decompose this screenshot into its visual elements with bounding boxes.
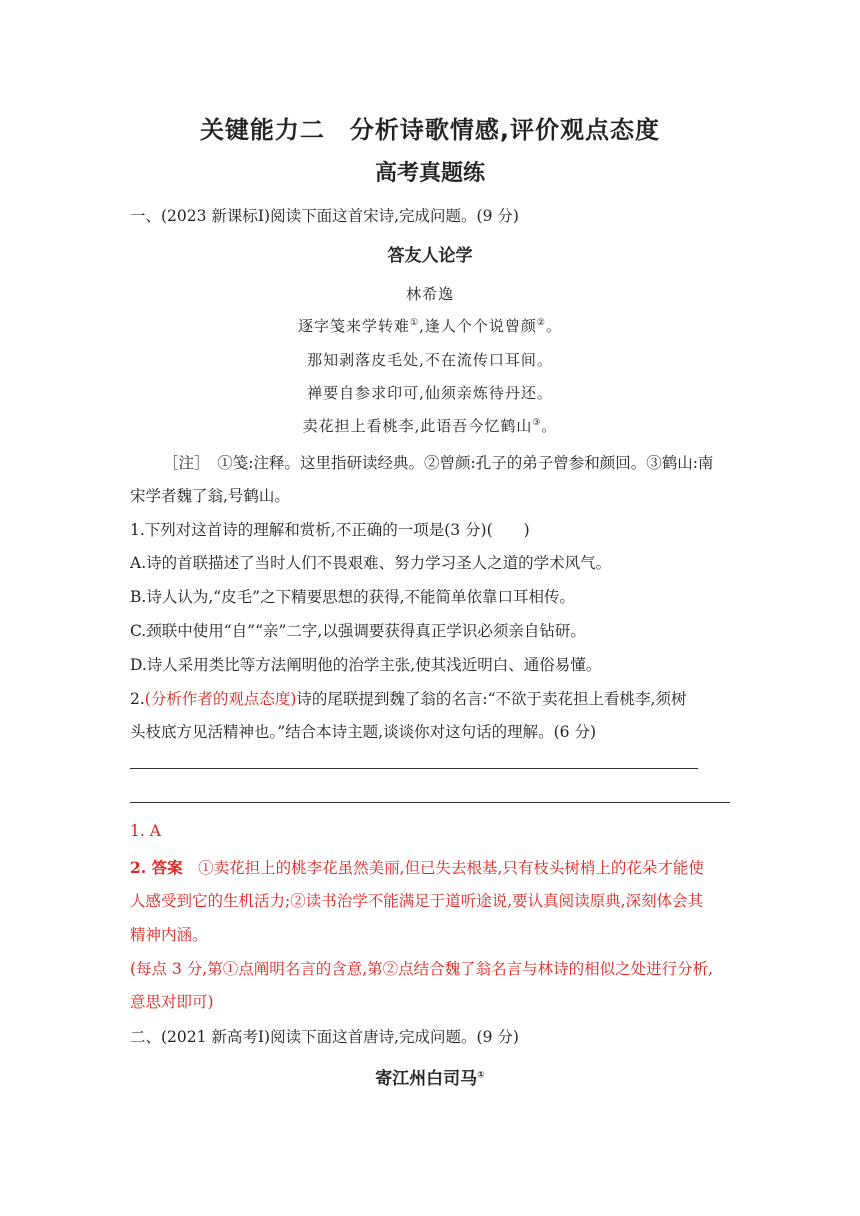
poem-line-1 [0,315,860,336]
poem-line-text: 逐字笺来学转难 [298,317,411,335]
question-tag: (分析作者的观点态度) [144,690,297,708]
question-2-line1 [130,687,686,709]
option-d: D.诗人采用类比等方法阐明他的治学主张,使其浅近明白、通俗易懂。 [130,656,602,674]
scoring-note-line1: (每点 3 分,第①点阐明名言的含意,第②点结合魏了翁名言与林诗的相似之处进行分析, [130,960,714,978]
poem-line-text: 。 [545,317,562,335]
question-text: 诗的尾联提到魏了翁的名言:“不欲于卖花担上看桃李,须树 [296,690,687,708]
option-b: B.诗人认为,“皮毛”之下精要思想的获得,不能简单依靠口耳相传。 [130,588,576,606]
poem-line-2: 那知剥落皮毛处,不在流传口耳间。 [307,351,553,369]
answer-2-line1 [130,856,704,878]
poem-line-text: ,逢人个个说曾颜 [419,317,537,335]
poem-title-text: 寄江州白司马 [375,1069,478,1089]
page-subtitle: 高考真题练 [374,161,485,186]
poem-title: 答友人论学 [387,246,473,266]
poem-line-3: 禅要自参求印可,仙须亲炼待丹还。 [307,384,553,402]
poem-author: 林希逸 [405,285,454,303]
footnote-marker: ② [536,318,546,328]
poem-line-text: 卖花担上看桃李,此语吾今忆鹤山 [302,417,533,435]
section2-heading: 二、(2021 新高考Ⅰ)阅读下面这首唐诗,完成问题。(9 分) [130,1028,519,1046]
answer-2-line2: 人感受到它的生机活力;②读书治学不能满足于道听途说,要认真阅读原典,深刻体会其 [130,892,704,910]
poem-line-4 [0,415,860,436]
option-a: A.诗的首联描述了当时人们不畏艰难、努力学习圣人之道的学术风气。 [130,554,612,572]
question-1: 1.下列对这首诗的理解和赏析,不正确的一项是(3 分)( ) [130,521,530,539]
footnote-marker: ① [410,318,420,328]
section2-poem-title [0,1064,860,1089]
option-c: C.颈联中使用“自”“亲”二字,以强调要获得真正学识必须亲自钻研。 [130,622,586,640]
answer-2-line3: 精神内涵。 [130,926,208,944]
question-2-line2: 头枝底方见活精神也。”结合本诗主题,谈谈你对这句话的理解。(6 分) [130,723,596,741]
answer-1: 1. A [130,822,161,840]
poem-notes-line2: 宋学者魏了翁,号鹤山。 [130,487,290,505]
section1-heading: 一、(2023 新课标Ⅰ)阅读下面这首宋诗,完成问题。(9 分) [130,207,519,225]
answer-line-2 [130,802,730,803]
poem-notes-line1: ［注］ ①笺:注释。这里指研读经典。②曾颜:孔子的弟子曾参和颜回。③鹤山:南 [163,454,714,472]
scoring-note-line2: 意思对即可) [130,993,214,1011]
poem-line-text: 。 [541,417,558,435]
answer-label: 2. 答案 [130,858,183,877]
footnote-marker: ③ [532,418,542,428]
answer-line-1 [130,768,698,769]
footnote-marker: ① [477,1070,485,1081]
page-title: 关键能力二 分析诗歌情感,评价观点态度 [199,116,661,144]
answer-text: ①卖花担上的桃李花虽然美丽,但已失去根基,只有枝头树梢上的花朵才能使 [182,859,704,877]
question-number: 2. [130,690,145,708]
